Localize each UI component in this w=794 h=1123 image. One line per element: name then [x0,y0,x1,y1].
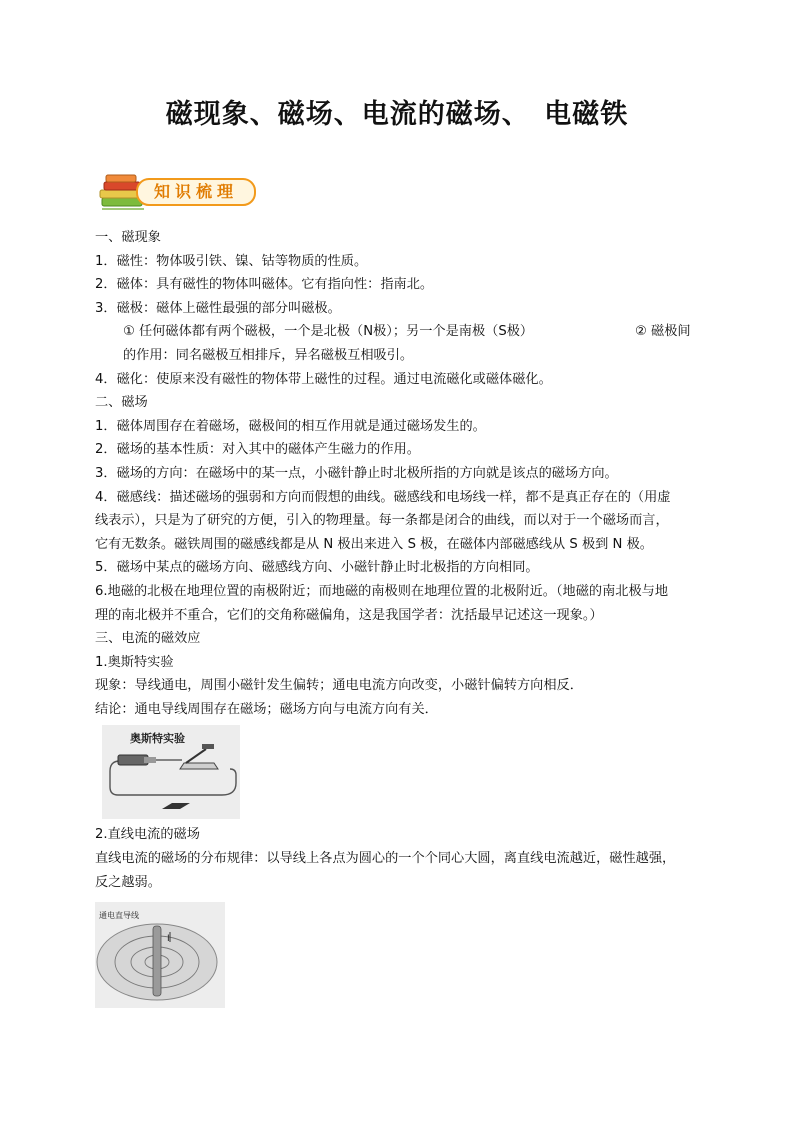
straight-wire-field-figure [95,902,225,1008]
item-geomagnetism-2: 理的南北极并不重合，它们的交角称磁偏角，这是我国学者：沈括最早记述这一现象。） [95,607,603,623]
sub-point-two-poles: ① 任何磁体都有两个磁极，一个是北极（N极）；另一个是南极（S极） [123,324,534,340]
item-magnet-def: 2．磁体：具有磁性的物体叫磁体。它有指向性：指南北。 [95,277,434,293]
item-magnetism-def: 1．磁性：物体吸引铁、镍、钴等物质的性质。 [95,253,368,269]
current-label: I [167,934,170,945]
item-oersted-phenomenon: 现象：导线通电，周围小磁针发生偏转；通电电流方向改变，小磁针偏转方向相反． [95,678,583,694]
item-oersted-title: 1.奥斯特实验 [95,654,174,670]
item-straight-current-title: 2.直线电流的磁场 [95,827,200,843]
item-oersted-conclusion: 结论：通电导线周围存在磁场；磁场方向与电流方向有关． [95,701,438,717]
item-same-direction: 5．磁场中某点的磁场方向、磁感线方向、小磁针静止时北极指的方向相同。 [95,560,539,576]
wire-figure-caption: 通电直导线 [99,911,139,921]
concentric-field-drawing [95,902,225,1008]
sub-point-pole-interaction-end: 的作用：同名磁极互相排斥，异名磁极互相吸引。 [123,347,414,363]
badge-label: 知识梳理 [136,178,256,206]
item-field-lines-1: 4．磁感线：描述磁场的强弱和方向而假想的曲线。磁感线和电场线一样，都不是真正存在的（用虚 [95,489,671,505]
page-title: 磁现象、磁场、电流的磁场、 电磁铁 [165,99,629,130]
item-straight-current-law-1: 直线电流的磁场的分布规律：以导线上各点为圆心的一个个同心大圆，离直线电流越近，磁性越强， [95,851,676,867]
item-pole-subpoints [95,320,707,344]
item-field-direction: 3．磁场的方向：在磁场中的某一点，小磁针静止时北极所指的方向就是该点的磁场方向。 [95,465,618,481]
item-field-property: 2．磁场的基本性质：对入其中的磁体产生磁力的作用。 [95,442,420,458]
item-geomagnetism-1: 6.地磁的北极在地理位置的南极附近；而地磁的南极则在地理位置的北极附近。（地磁的南北极与地 [95,583,669,599]
item-field-lines-3: 它有无数条。磁铁周围的磁感线都是从 N 极出来进入 S 极，在磁体内部磁感线从 S 极到 N 极。 [95,536,653,552]
item-field-existence: 1．磁体周围存在着磁场，磁极间的相互作用就是通过磁场发生的。 [95,418,486,434]
knowledge-badge [96,172,261,212]
section-heading-field: 二、磁场 [95,395,148,411]
document-body [95,226,707,1012]
section-heading-current-effect: 三、电流的磁效应 [95,631,201,647]
oersted-apparatus-drawing [102,725,240,819]
item-magnetic-pole: 3．磁极：磁体上磁性最强的部分叫磁极。 [95,300,341,316]
item-field-lines-2: 线表示），只是为了研究的方便，引入的物理量。每一条都是闭合的曲线，而以对于一个磁场而言， [95,513,669,529]
oersted-experiment-figure [102,725,240,819]
section-heading-magnetism: 一、磁现象 [95,230,161,245]
oersted-figure-caption: 奥斯特实验 [130,732,185,746]
item-magnetization: 4．磁化：使原来没有磁性的物体带上磁性的过程。通过电流磁化或磁体磁化。 [95,371,552,387]
sub-point-pole-interaction-start: ② 磁极间 [635,324,691,340]
item-straight-current-law-2: 反之越弱。 [95,874,161,890]
